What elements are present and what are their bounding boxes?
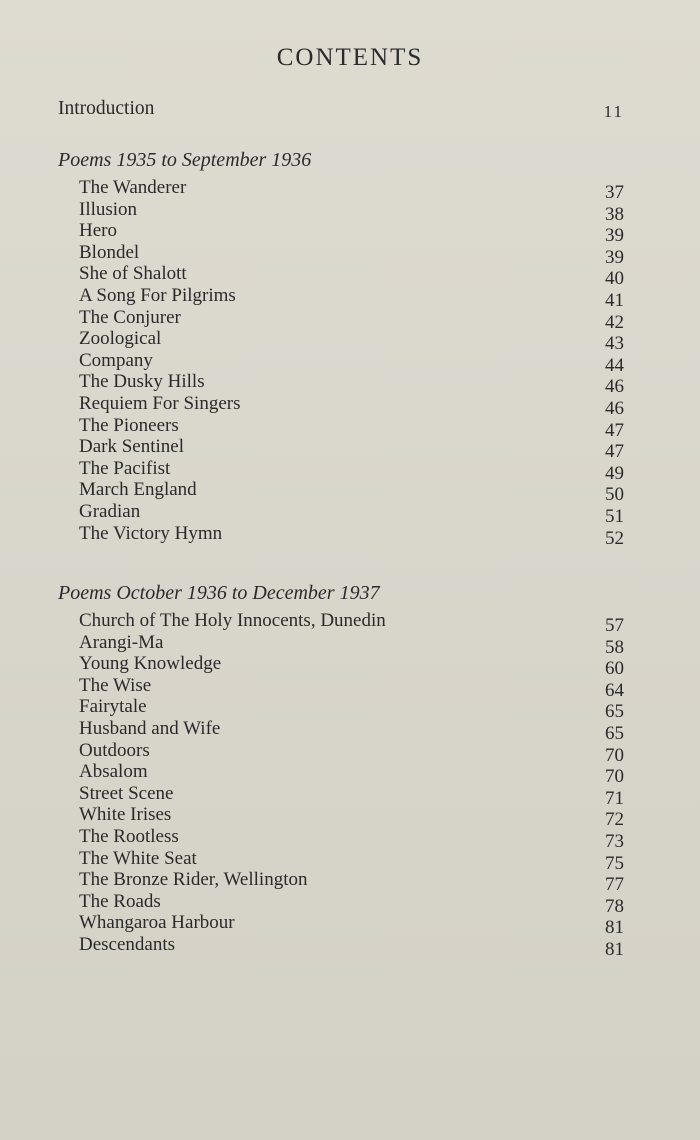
page-heading: CONTENTS (276, 44, 424, 71)
entry-title: The Conjurer (79, 306, 181, 328)
section-title: Poems October 1936 to December 1937 (58, 582, 380, 604)
entry-title: Requiem For Singers (79, 392, 241, 414)
toc-entry (58, 220, 624, 247)
entry-title: A Song For Pilgrims (79, 284, 236, 306)
entry-page-number: 81 (605, 917, 624, 939)
entry-page-number: 41 (605, 289, 624, 311)
entry-title: Young Knowledge (79, 653, 222, 675)
entry-page-number: 70 (605, 766, 624, 788)
toc-entry (58, 349, 624, 376)
entry-page-number: 42 (605, 311, 624, 333)
entry-page-number: 51 (605, 505, 624, 527)
entry-page-number: 73 (605, 830, 624, 852)
toc-entry (58, 761, 624, 788)
toc-entry (58, 198, 624, 225)
toc-entry (58, 457, 624, 484)
entry-page-number: 37 (605, 182, 624, 203)
toc-entry (58, 717, 624, 744)
entry-page-number: 47 (605, 441, 624, 463)
entry-title: Fairytale (79, 696, 147, 718)
entry-page-number: 49 (605, 462, 624, 484)
entry-title: The Rootless (79, 825, 179, 847)
entry-page-number: 39 (605, 225, 624, 247)
entry-page-number: 77 (605, 874, 624, 896)
entry-page-number: 70 (605, 744, 624, 766)
toc-entry (58, 912, 624, 939)
entry-title: Company (79, 349, 153, 371)
entry-title: Whangaroa Harbour (79, 912, 235, 934)
entry-page-number: 11 (603, 102, 624, 121)
entry-page-number: 40 (605, 268, 624, 290)
entry-page-number: 47 (605, 419, 624, 441)
entry-title: White Irises (79, 804, 172, 826)
toc-entry-list (58, 177, 624, 549)
entry-page-number: 46 (605, 397, 624, 419)
entry-title: Gradian (79, 500, 141, 522)
entry-page-number: 60 (605, 658, 624, 680)
entry-title: Blondel (79, 241, 140, 263)
entry-title: The Victory Hymn (79, 522, 223, 544)
entry-page-number: 38 (605, 203, 624, 225)
toc-entry (58, 328, 624, 355)
entry-title: The Wise (79, 674, 152, 696)
toc-entry (58, 804, 624, 831)
toc-entry (58, 284, 624, 311)
entry-title: Illusion (79, 198, 138, 220)
toc-entry (58, 306, 624, 333)
toc-entry (58, 436, 624, 463)
entry-title: The Roads (79, 890, 161, 912)
toc-entry (58, 241, 624, 268)
entry-title: The Dusky Hills (79, 371, 205, 393)
entry-page-number: 46 (605, 376, 624, 398)
toc-entry (58, 696, 624, 723)
entry-title: Absalom (79, 761, 148, 783)
entry-page-number: 52 (605, 527, 624, 549)
toc-entry (58, 479, 624, 506)
entry-title: Outdoors (79, 739, 150, 761)
entry-title: Husband and Wife (79, 717, 221, 739)
toc-entry-list (58, 610, 624, 960)
entry-page-number: 43 (605, 333, 624, 355)
toc-entry (58, 674, 624, 701)
toc-entry (58, 631, 624, 658)
toc-entry (58, 933, 624, 960)
entry-title: Church of The Holy Innocents, Dunedin (79, 610, 386, 631)
toc-entry (58, 825, 624, 852)
toc-section (58, 145, 624, 549)
toc-entry (58, 890, 624, 917)
entry-title: Descendants (79, 933, 176, 955)
entry-title: Hero (79, 220, 117, 242)
toc-entry (58, 371, 624, 398)
toc-entry (58, 392, 624, 419)
entry-title: Dark Sentinel (79, 436, 185, 458)
entry-page-number: 65 (605, 722, 624, 744)
toc-entry (58, 414, 624, 441)
entry-page-number: 78 (605, 895, 624, 917)
entry-page-number: 50 (605, 484, 624, 506)
toc-entry (58, 782, 624, 809)
entry-page-number: 75 (605, 852, 624, 874)
toc-entry (58, 739, 624, 766)
toc-entry (58, 263, 624, 290)
entry-title: Zoological (79, 328, 162, 350)
entry-page-number: 64 (605, 679, 624, 701)
section-title: Poems 1935 to September 1936 (58, 149, 312, 171)
entry-title: She of Shalott (79, 263, 187, 285)
entry-title: The Wanderer (79, 177, 187, 198)
entry-page-number: 58 (605, 636, 624, 658)
entry-title: The Pioneers (79, 414, 179, 436)
entry-page-number: 44 (605, 354, 624, 376)
entry-title: The Pacifist (79, 457, 171, 479)
toc-entry (58, 610, 624, 636)
entry-page-number: 81 (605, 938, 624, 960)
toc-entry (58, 500, 624, 527)
toc-entry (58, 177, 624, 203)
entry-title: Arangi-Ma (79, 631, 164, 653)
entry-page-number: 57 (605, 615, 624, 636)
entry-page-number: 65 (605, 701, 624, 723)
entry-title: Street Scene (79, 782, 174, 804)
toc-entry-introduction (58, 98, 624, 124)
entry-page-number: 72 (605, 809, 624, 831)
toc-section (58, 578, 624, 960)
entry-title: The White Seat (79, 847, 197, 869)
toc-entry (58, 653, 624, 680)
toc-entry (58, 869, 624, 896)
toc-entry (58, 847, 624, 874)
entry-page-number: 39 (605, 246, 624, 268)
entry-title: The Bronze Rider, Wellington (79, 869, 308, 891)
toc-entry (58, 522, 624, 549)
entry-title: Introduction (58, 98, 155, 119)
entry-page-number: 71 (605, 787, 624, 809)
entry-title: March England (79, 479, 197, 501)
